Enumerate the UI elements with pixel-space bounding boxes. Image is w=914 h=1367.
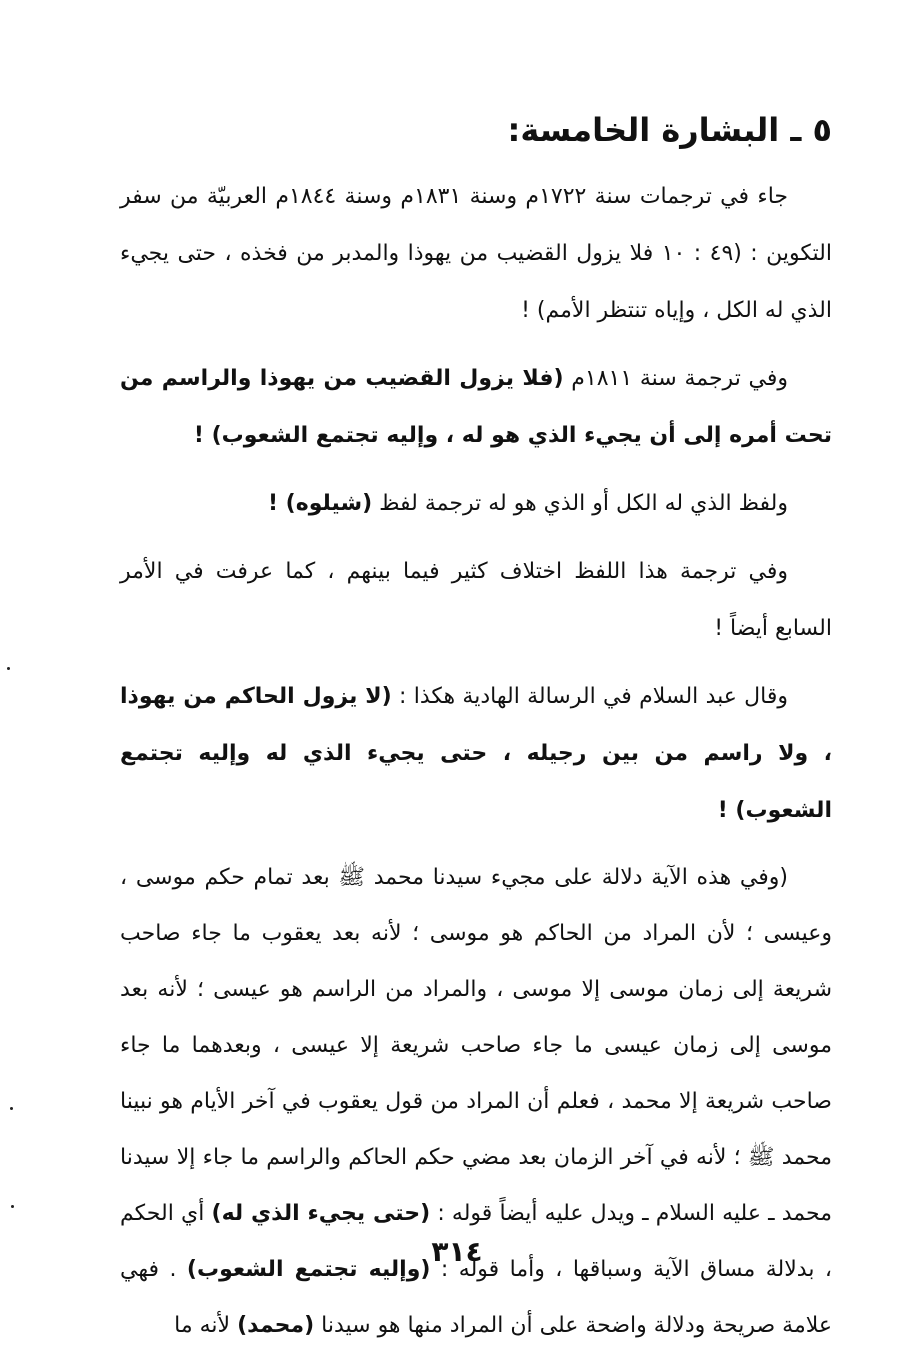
commentary-text: لأنه ما [174,1313,231,1338]
paragraph-abd-al-salam [120,668,832,839]
paragraph-commentary [120,850,832,1354]
paragraph-translation-1811 [120,350,832,464]
paragraph-lead: وقال عبد السلام في الرسالة الهادية هكذا : [399,684,789,709]
commentary-bold: (وإليه تجتمع الشعوب) [186,1257,431,1282]
quoted-verse-bold: (فلا يزول القضيب من يهوذا والراسم من تحت أمره إلى أن يجيء الذي هو له ، وإليه تجتمع الشعوب) ! [120,366,832,448]
commentary-text: (وفي هذه الآية دلالة على مجيء سيدنا محمد ﷺ بعد تمام حكم موسى ، وعيسى ؛ لأن المراد من الحاكم هو موسى ؛ لأنه بعد يعقوب ما جاء صاحب شريعة إلى زمان موسى إلا موسى ، والمراد من الراسم هو عيسى ؛ لأنه بعد موسى إلى زمان عيسى ما جاء صاحب شريعة إلا عيسى ، وبعدهما ما جاء صاحب شريعة إلا محمد ، فعلم أن المراد من قول يعقوب في آخر الأيام هو نبينا محمد ﷺ ؛ لأنه في آخر الزمان بعد مضي حكم الحاكم والراسم ما جاء إلا سيدنا محمد ـ عليه السلام ـ ويدل عليه أيضاً قوله : [120,865,833,1226]
paragraph-text: وفي ترجمة هذا اللفظ اختلاف كثير فيما بينهم ، كما عرفت في الأمر السابع أيضاً ! [120,559,832,641]
scan-speck [7,667,10,670]
page-number: ٣١٤ [431,1235,483,1268]
quoted-verse-bold: (لا يزول الحاكم من يهوذا ، ولا راسم من بين رجيله ، حتى يجيء الذي له وإليه تجتمع الشعوب) ! [120,684,832,823]
section-heading: ٥ ـ البشارة الخامسة: [507,111,832,149]
shiloh-term-bold: (شيلوه) ! [267,491,373,516]
paragraph-lead: ولفظ الذي له الكل أو الذي هو له ترجمة لفظ [379,491,788,516]
commentary-text: . فهي علامة صريحة ودلالة واضحة على أن المراد منها هو سيدنا [120,1257,832,1338]
paragraph-lead: وفي ترجمة سنة ١٨١١م [571,366,789,391]
paragraph-translation-dispute [120,543,832,657]
paragraph-shiloh-term [120,475,832,532]
commentary-bold: (محمد) [237,1313,315,1338]
commentary-text: أي الحكم ، بدلالة مساق الآية وسباقها ، وأما قوله : [120,1201,833,1282]
paragraph-translations-1722 [120,168,832,339]
scan-speck [11,1205,14,1208]
body-text [120,168,832,1354]
scan-speck [10,1107,13,1110]
paragraph-text: جاء في ترجمات سنة ١٧٢٢م وسنة ١٨٣١م وسنة ١٨٤٤م العربيّة من سفر التكوين : (٤٩ : ١٠ فلا يزول القضيب من يهوذا والمدبر من فخذه ، حتى يجيء الذي له الكل ، وإياه تنتظر الأمم) ! [120,184,832,323]
commentary-bold: (حتى يجيء الذي له) [211,1201,431,1226]
